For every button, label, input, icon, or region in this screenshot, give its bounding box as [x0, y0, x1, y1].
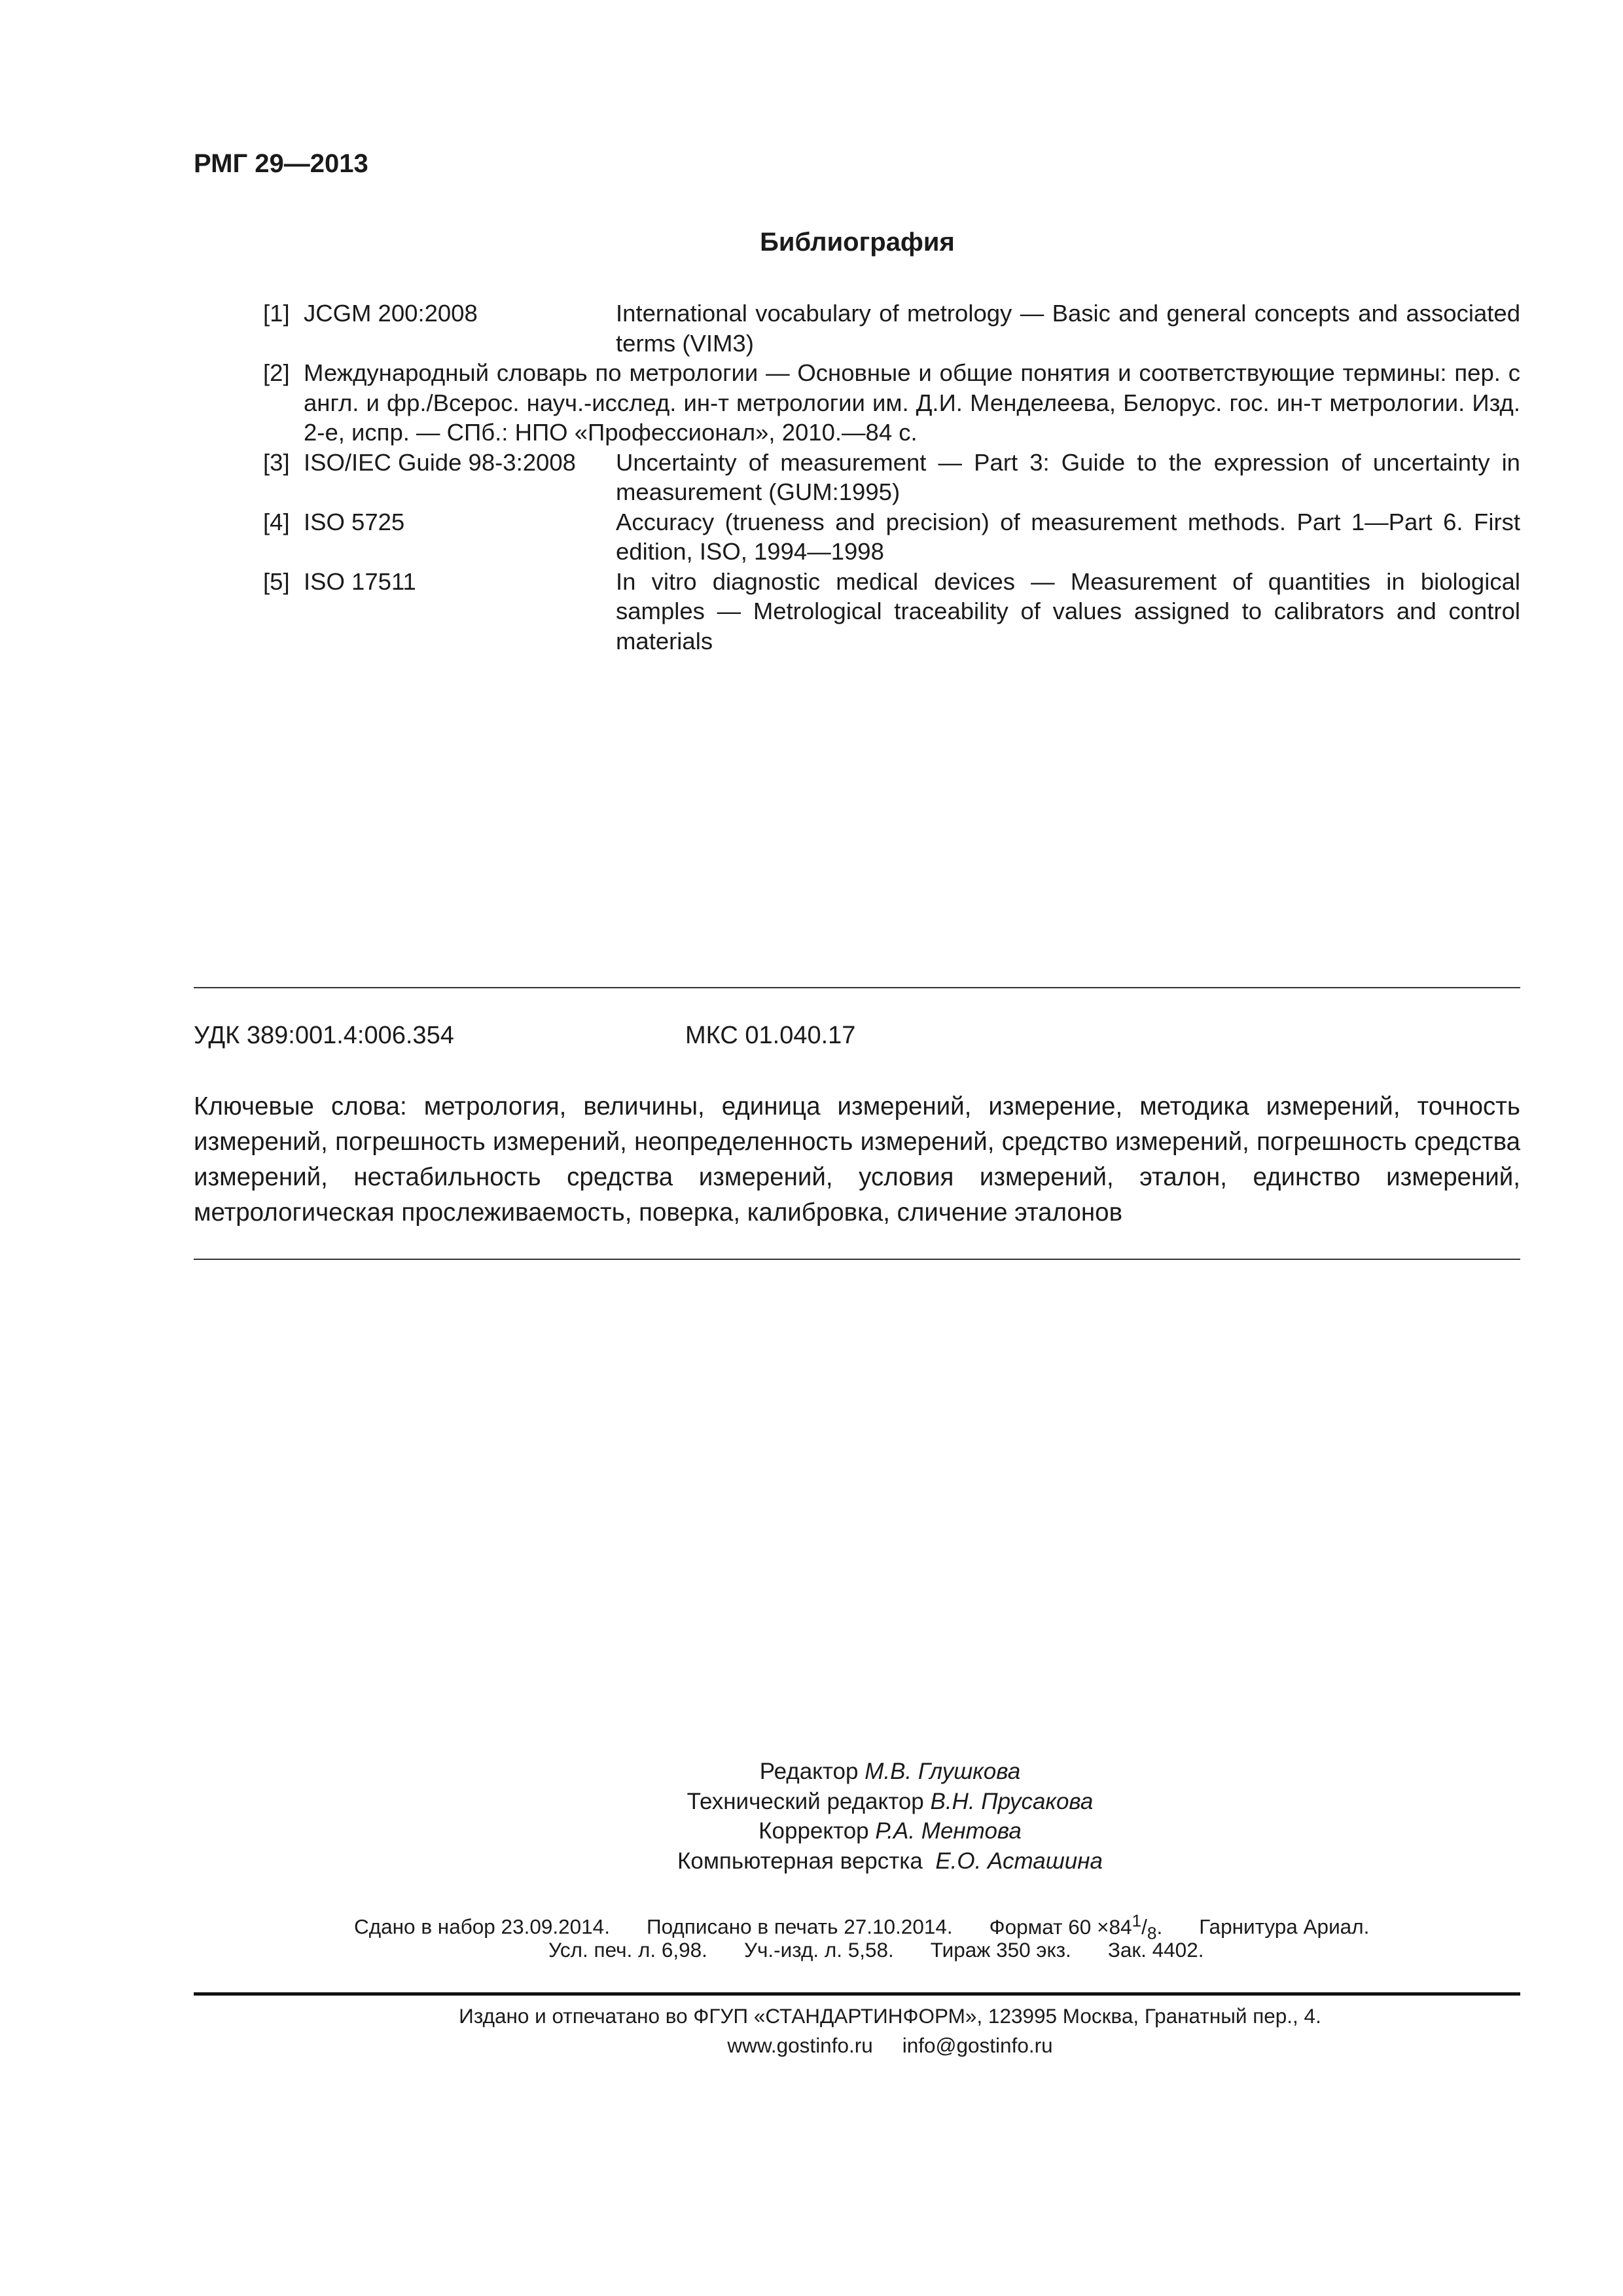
bibliography-entry: [263, 507, 1520, 567]
publisher-email[interactable]: info@gostinfo.ru: [902, 2034, 1053, 2057]
publisher-contacts: [0, 2031, 1623, 2060]
signed-date: Подписано в печать 27.10.2014.: [646, 1914, 953, 1939]
print-sheets: Усл. печ. л. 6,98.: [548, 1938, 707, 1962]
credits-block: [0, 1757, 1623, 1876]
publisher-block: [0, 2001, 1623, 2060]
print-info-line-2: [548, 1935, 1204, 1965]
divider-publisher: [194, 1992, 1520, 1996]
divider-top: [194, 987, 1520, 988]
entry-text: International vocabulary of metrology — Basic and general concepts and associated terms (VIM3): [616, 300, 1520, 357]
entry-number: [1]: [263, 300, 290, 327]
entry-text: Uncertainty of measurement — Part 3: Guide to the expression of uncertainty in measurement (GUM:1995): [616, 448, 1520, 505]
entry-text: Международный словарь по метрологии — Основные и общие понятия и соответствующие термины: пер. с англ. и фр./Всерос. науч.-исслед. ин-т метрологии им. Д.И. Менделеева, Белорус. гос. ин-т метрологии. Изд. 2-е, испр. — СПб.: НПО «Профессионал», 2010.—84 с.: [304, 359, 1520, 446]
entry-text: Accuracy (trueness and precision) of measurement methods. Part 1—Part 6. First edition, ISO, 1994—1998: [616, 508, 1520, 565]
layout-name: Е.О. Асташина: [935, 1848, 1103, 1874]
editor-line: Редактор М.В. Глушкова: [759, 1759, 1021, 1784]
layout-line: Компьютерная верстка Е.О. Асташина: [677, 1848, 1103, 1874]
publisher-line: Издано и отпечатано во ФГУП «СТАНДАРТИНФОРМ», 123995 Москва, Гранатный пер., 4.: [459, 2004, 1321, 2028]
proofreader-name: Р.А. Ментова: [875, 1818, 1022, 1844]
divider-bottom: [194, 1259, 1520, 1260]
order-number: Зак. 4402.: [1107, 1938, 1204, 1962]
proofreader-line: Корректор Р.А. Ментова: [758, 1818, 1022, 1844]
entry-number: [3]: [263, 448, 290, 476]
entry-code: ISO/IEC Guide 98-3:2008: [304, 448, 576, 476]
bibliography-title: Библиография: [760, 228, 955, 257]
submitted-date: Сдано в набор 23.09.2014.: [354, 1914, 610, 1939]
entry-number: [5]: [263, 567, 290, 595]
entry-text: In vitro diagnostic medical devices — Measurement of quantities in biological samples — Metrological traceability of values assigned to calibrators and control materials: [616, 567, 1520, 655]
entry-number: [4]: [263, 508, 290, 535]
keywords-paragraph: Ключевые слова: метрология, величины, единица измерений, измерение, методика измерений, точность измерений, погрешность измерений, неопределенность измерений, средство измерений, погрешность средства измерений, нестабильность средства измерений, условия измерений, эталон, единство измерений, метрологическая прослеживаемость, поверка, калибровка, сличение эталонов: [194, 1092, 1520, 1227]
document-code: РМГ 29—2013: [194, 149, 368, 178]
udk-code: УДК 389:001.4:006.354: [194, 1022, 454, 1049]
entry-number: [2]: [263, 359, 290, 386]
bibliography-entry: [263, 448, 1520, 507]
editor-name: М.В. Глушкова: [865, 1759, 1021, 1784]
circulation: Тираж 350 экз.: [930, 1938, 1071, 1962]
bibliography-entry: [263, 358, 1520, 448]
bibliography-entry: [263, 567, 1520, 656]
bibliography-list: [263, 298, 1520, 656]
entry-code: ISO 5725: [304, 508, 405, 535]
publisher-website[interactable]: www.gostinfo.ru: [727, 2034, 873, 2057]
tech-editor-line: Технический редактор В.Н. Прусакова: [687, 1788, 1094, 1814]
typeface-info: Гарнитура Ариал.: [1199, 1914, 1370, 1939]
entry-code: JCGM 200:2008: [304, 300, 478, 327]
tech-editor-name: В.Н. Прусакова: [930, 1788, 1094, 1814]
entry-code: ISO 17511: [304, 567, 416, 595]
bibliography-entry: [263, 298, 1520, 358]
mks-code: МКС 01.040.17: [685, 1022, 856, 1049]
format-info: Формат $60 \times 84^1/_8$.: [989, 1910, 1163, 1943]
pub-sheets: Уч.-изд. л. 5,58.: [743, 1938, 894, 1962]
